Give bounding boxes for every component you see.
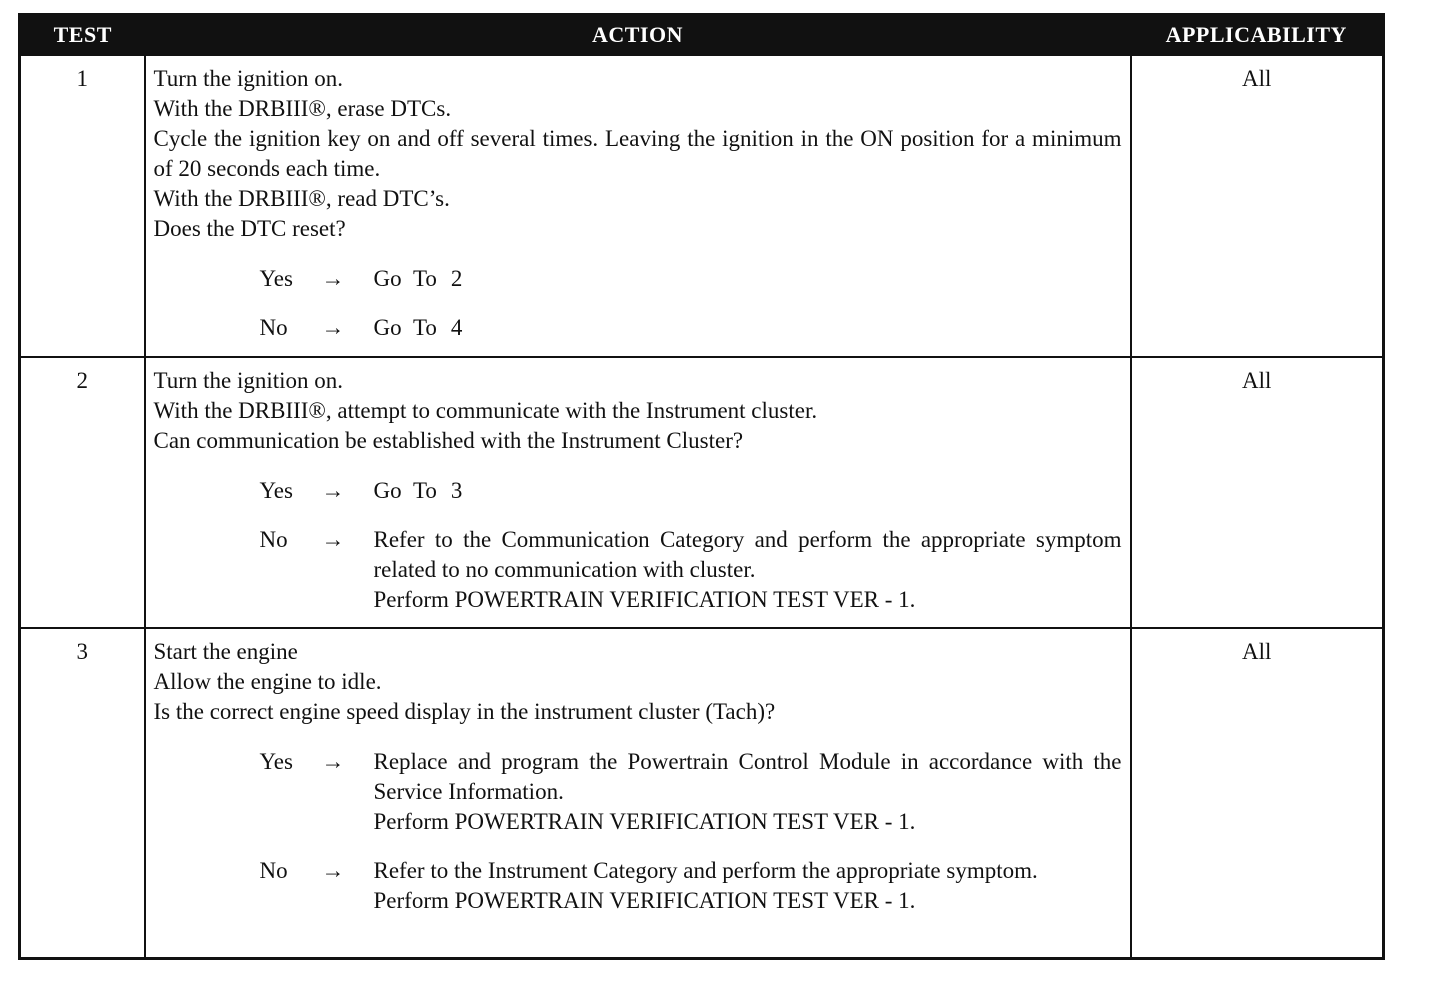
table-row (20, 628, 1384, 958)
answer-row (260, 525, 1122, 615)
answer-label: Yes (259, 749, 293, 774)
answer-text: Replace and program the Powertrain Control Module in accordance with the Service Information. (373, 749, 1122, 804)
arrow-icon: → (321, 315, 345, 340)
action-step: Turn the ignition on. (153, 66, 344, 91)
action-step: With the DRBIII®, erase DTCs. (153, 96, 452, 121)
table-body (20, 55, 1384, 958)
goto-instruction (374, 478, 463, 503)
applicability-value: All (1131, 55, 1384, 357)
action-step: Can communication be established with the Instrument Cluster? (153, 428, 744, 453)
answer-body (374, 476, 1122, 506)
answer-list (154, 747, 1122, 916)
goto-test-number: 2 (450, 266, 463, 291)
action-step: Is the correct engine speed display in the instrument cluster (Tach)? (153, 699, 776, 724)
header-applicability: APPLICABILITY (1131, 15, 1384, 56)
test-number: 3 (20, 628, 145, 958)
arrow-icon: → (321, 266, 345, 291)
answer-text: Perform POWERTRAIN VERIFICATION TEST VER - 1. (373, 809, 916, 834)
goto-instruction (374, 315, 463, 340)
action-step: Start the engine (153, 639, 298, 664)
arrow-icon: → (321, 749, 345, 774)
answer-list (154, 264, 1122, 343)
answer-label: Yes (259, 478, 293, 503)
goto-test-number: 4 (450, 315, 463, 340)
answer-row (260, 856, 1122, 916)
diagnostic-test-table (18, 13, 1385, 960)
answer-list (154, 476, 1122, 615)
action-step: With the DRBIII®, read DTC’s. (153, 186, 450, 211)
goto-label: Go To (373, 266, 437, 291)
arrow-icon: → (321, 527, 345, 552)
applicability-value: All (1131, 628, 1384, 958)
goto-label: Go To (373, 315, 437, 340)
answer-text: Refer to the Communication Category and perform the appropriate symptom related to no communication with cluster. (373, 527, 1122, 582)
answer-row (260, 476, 1122, 506)
diagnostic-test-table-wrapper (18, 13, 1382, 960)
table-header-row (20, 15, 1384, 56)
goto-label: Go To (373, 478, 437, 503)
goto-instruction (374, 266, 463, 291)
answer-label: No (259, 858, 288, 883)
action-step: Allow the engine to idle. (153, 669, 382, 694)
test-number: 1 (20, 55, 145, 357)
applicability-value: All (1131, 357, 1384, 628)
answer-body (374, 856, 1122, 916)
answer-text: Refer to the Instrument Category and perform the appropriate symptom. (373, 858, 1038, 883)
answer-body (374, 747, 1122, 837)
arrow-icon: → (321, 478, 345, 503)
action-cell (145, 628, 1131, 958)
answer-row (260, 313, 1122, 343)
header-test: TEST (20, 15, 145, 56)
action-step: Does the DTC reset? (153, 216, 346, 241)
answer-label: No (259, 315, 288, 340)
test-number: 2 (20, 357, 145, 628)
answer-row (260, 747, 1122, 837)
arrow-icon: → (321, 858, 345, 883)
answer-body (374, 313, 1122, 343)
table-row (20, 357, 1384, 628)
action-step: Cycle the ignition key on and off several times. Leaving the ignition in the ON position for a minimum of 20 seconds each time. (153, 126, 1122, 181)
table-row (20, 55, 1384, 357)
action-cell (145, 357, 1131, 628)
action-step: Turn the ignition on. (153, 368, 344, 393)
header-action: ACTION (145, 15, 1131, 56)
action-cell (145, 55, 1131, 357)
answer-body (374, 525, 1122, 615)
answer-text: Perform POWERTRAIN VERIFICATION TEST VER - 1. (373, 888, 916, 913)
action-step: With the DRBIII®, attempt to communicate with the Instrument cluster. (153, 398, 818, 423)
answer-text: Perform POWERTRAIN VERIFICATION TEST VER - 1. (373, 587, 916, 612)
answer-label: No (259, 527, 288, 552)
goto-test-number: 3 (450, 478, 463, 503)
answer-label: Yes (259, 266, 293, 291)
answer-row (260, 264, 1122, 294)
answer-body (374, 264, 1122, 294)
